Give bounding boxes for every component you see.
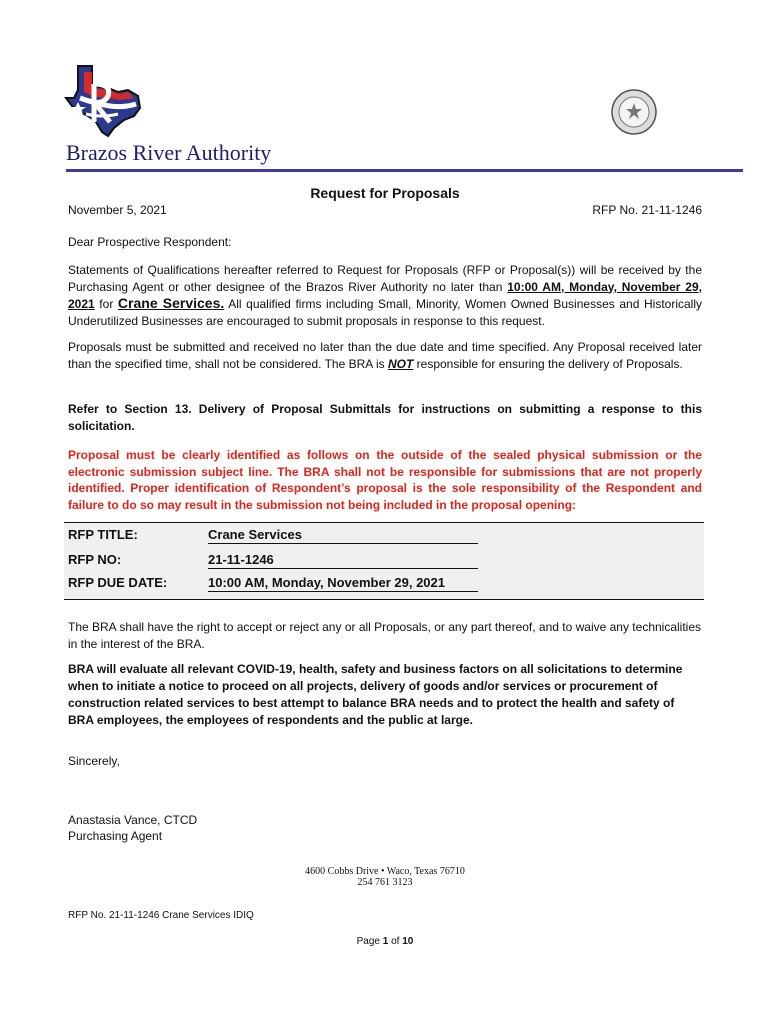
table-row (68, 575, 445, 590)
table-row (68, 552, 274, 567)
paragraph-rights: The BRA shall have the right to accept or reject any or all Proposals, or any part thereof, and to waive any technicalities in the interest of the BRA. (68, 620, 702, 651)
table-row-label: RFP DUE DATE: (68, 575, 168, 590)
page-label: Page (356, 936, 383, 947)
paragraph-intro (68, 262, 702, 329)
organization-name: Brazos River Authority (66, 140, 272, 165)
page-number (0, 936, 770, 947)
address-block (0, 866, 770, 888)
phone-line: 254 761 3123 (357, 877, 413, 888)
rfp-identification-table (64, 522, 704, 600)
paragraph-section-reference: Refer to Section 13. Delivery of Proposal Submittals for instructions on submitting a response to this solicitation. (68, 402, 702, 433)
paragraph-submission (68, 339, 702, 372)
table-row-label: RFP TITLE: (68, 527, 138, 542)
table-row-value: Crane Services (208, 527, 478, 544)
table-row-value: 10:00 AM, Monday, November 29, 2021 (208, 575, 478, 592)
page-current: 1 (382, 936, 389, 947)
signer-title: Purchasing Agent (68, 829, 163, 843)
page-of: of (388, 936, 403, 947)
paragraph-covid: BRA will evaluate all relevant COVID-19, health, safety and business factors on all solicitations to determine when to initiate a notice to proceed on all projects, delivery of goods and/or services or procurement of construction related services to best attempt to balance BRA needs and to protect the health and safety of BRA employees, the employees of respondents and the public at large. (68, 662, 683, 727)
submission-not-emphasis: NOT (387, 356, 414, 371)
signer-name: Anastasia Vance, CTCD (68, 813, 198, 827)
state-seal-icon (610, 88, 658, 136)
intro-deadline: 10:00 AM, Monday, November 29, 2021 (68, 279, 702, 311)
table-row (68, 527, 302, 542)
submission-text-a: Proposals must be submitted and received no later than the due date and time specified. Any Proposal received later than the specified time, shall not be considered. The BRA is (68, 340, 702, 371)
footer-reference: RFP No. 21-11-1246 Crane Services IDIQ (68, 910, 254, 921)
closing: Sincerely, (68, 754, 120, 768)
rfp-number-header: RFP No. 21-11-1246 (592, 203, 702, 217)
intro-text-c: All qualified firms including Small, Minority, Women Owned Businesses and Historically Underutilized Businesses are encouraged to submit proposals in response to this request. (68, 297, 702, 328)
intro-service-name: Crane Services. (117, 295, 225, 311)
paragraph-identification-warning: Proposal must be clearly identified as follows on the outside of the sealed physical submission or the electronic submission subject line. The BRA shall not be responsible for submissions that are not properly identified. Proper identification of Respondent’s proposal is the sole responsibility of the Respondent and failure to do so may result in the submission not being included in the proposal opening: (68, 448, 702, 512)
signature-block (68, 812, 702, 844)
document-title: Request for Proposals (310, 185, 460, 201)
intro-text-a: Statements of Qualifications hereafter referred to Request for Proposals (RFP or Proposal(s)) will be received by the Purchasing Agent or other designee of the Brazos River Authority no later than (68, 263, 702, 294)
submission-text-b: responsible for ensuring the delivery of Proposals. (413, 356, 683, 371)
page-total: 10 (402, 936, 414, 947)
letter-date: November 5, 2021 (68, 203, 167, 217)
intro-text-b: for (94, 297, 118, 311)
table-row-value: 21-11-1246 (208, 552, 478, 569)
salutation: Dear Prospective Respondent: (68, 235, 232, 249)
address-line: 4600 Cobbs Drive • Waco, Texas 76710 (305, 866, 465, 877)
table-row-label: RFP NO: (68, 552, 122, 567)
header-divider (66, 169, 743, 172)
bra-texas-logo-icon (62, 62, 144, 138)
